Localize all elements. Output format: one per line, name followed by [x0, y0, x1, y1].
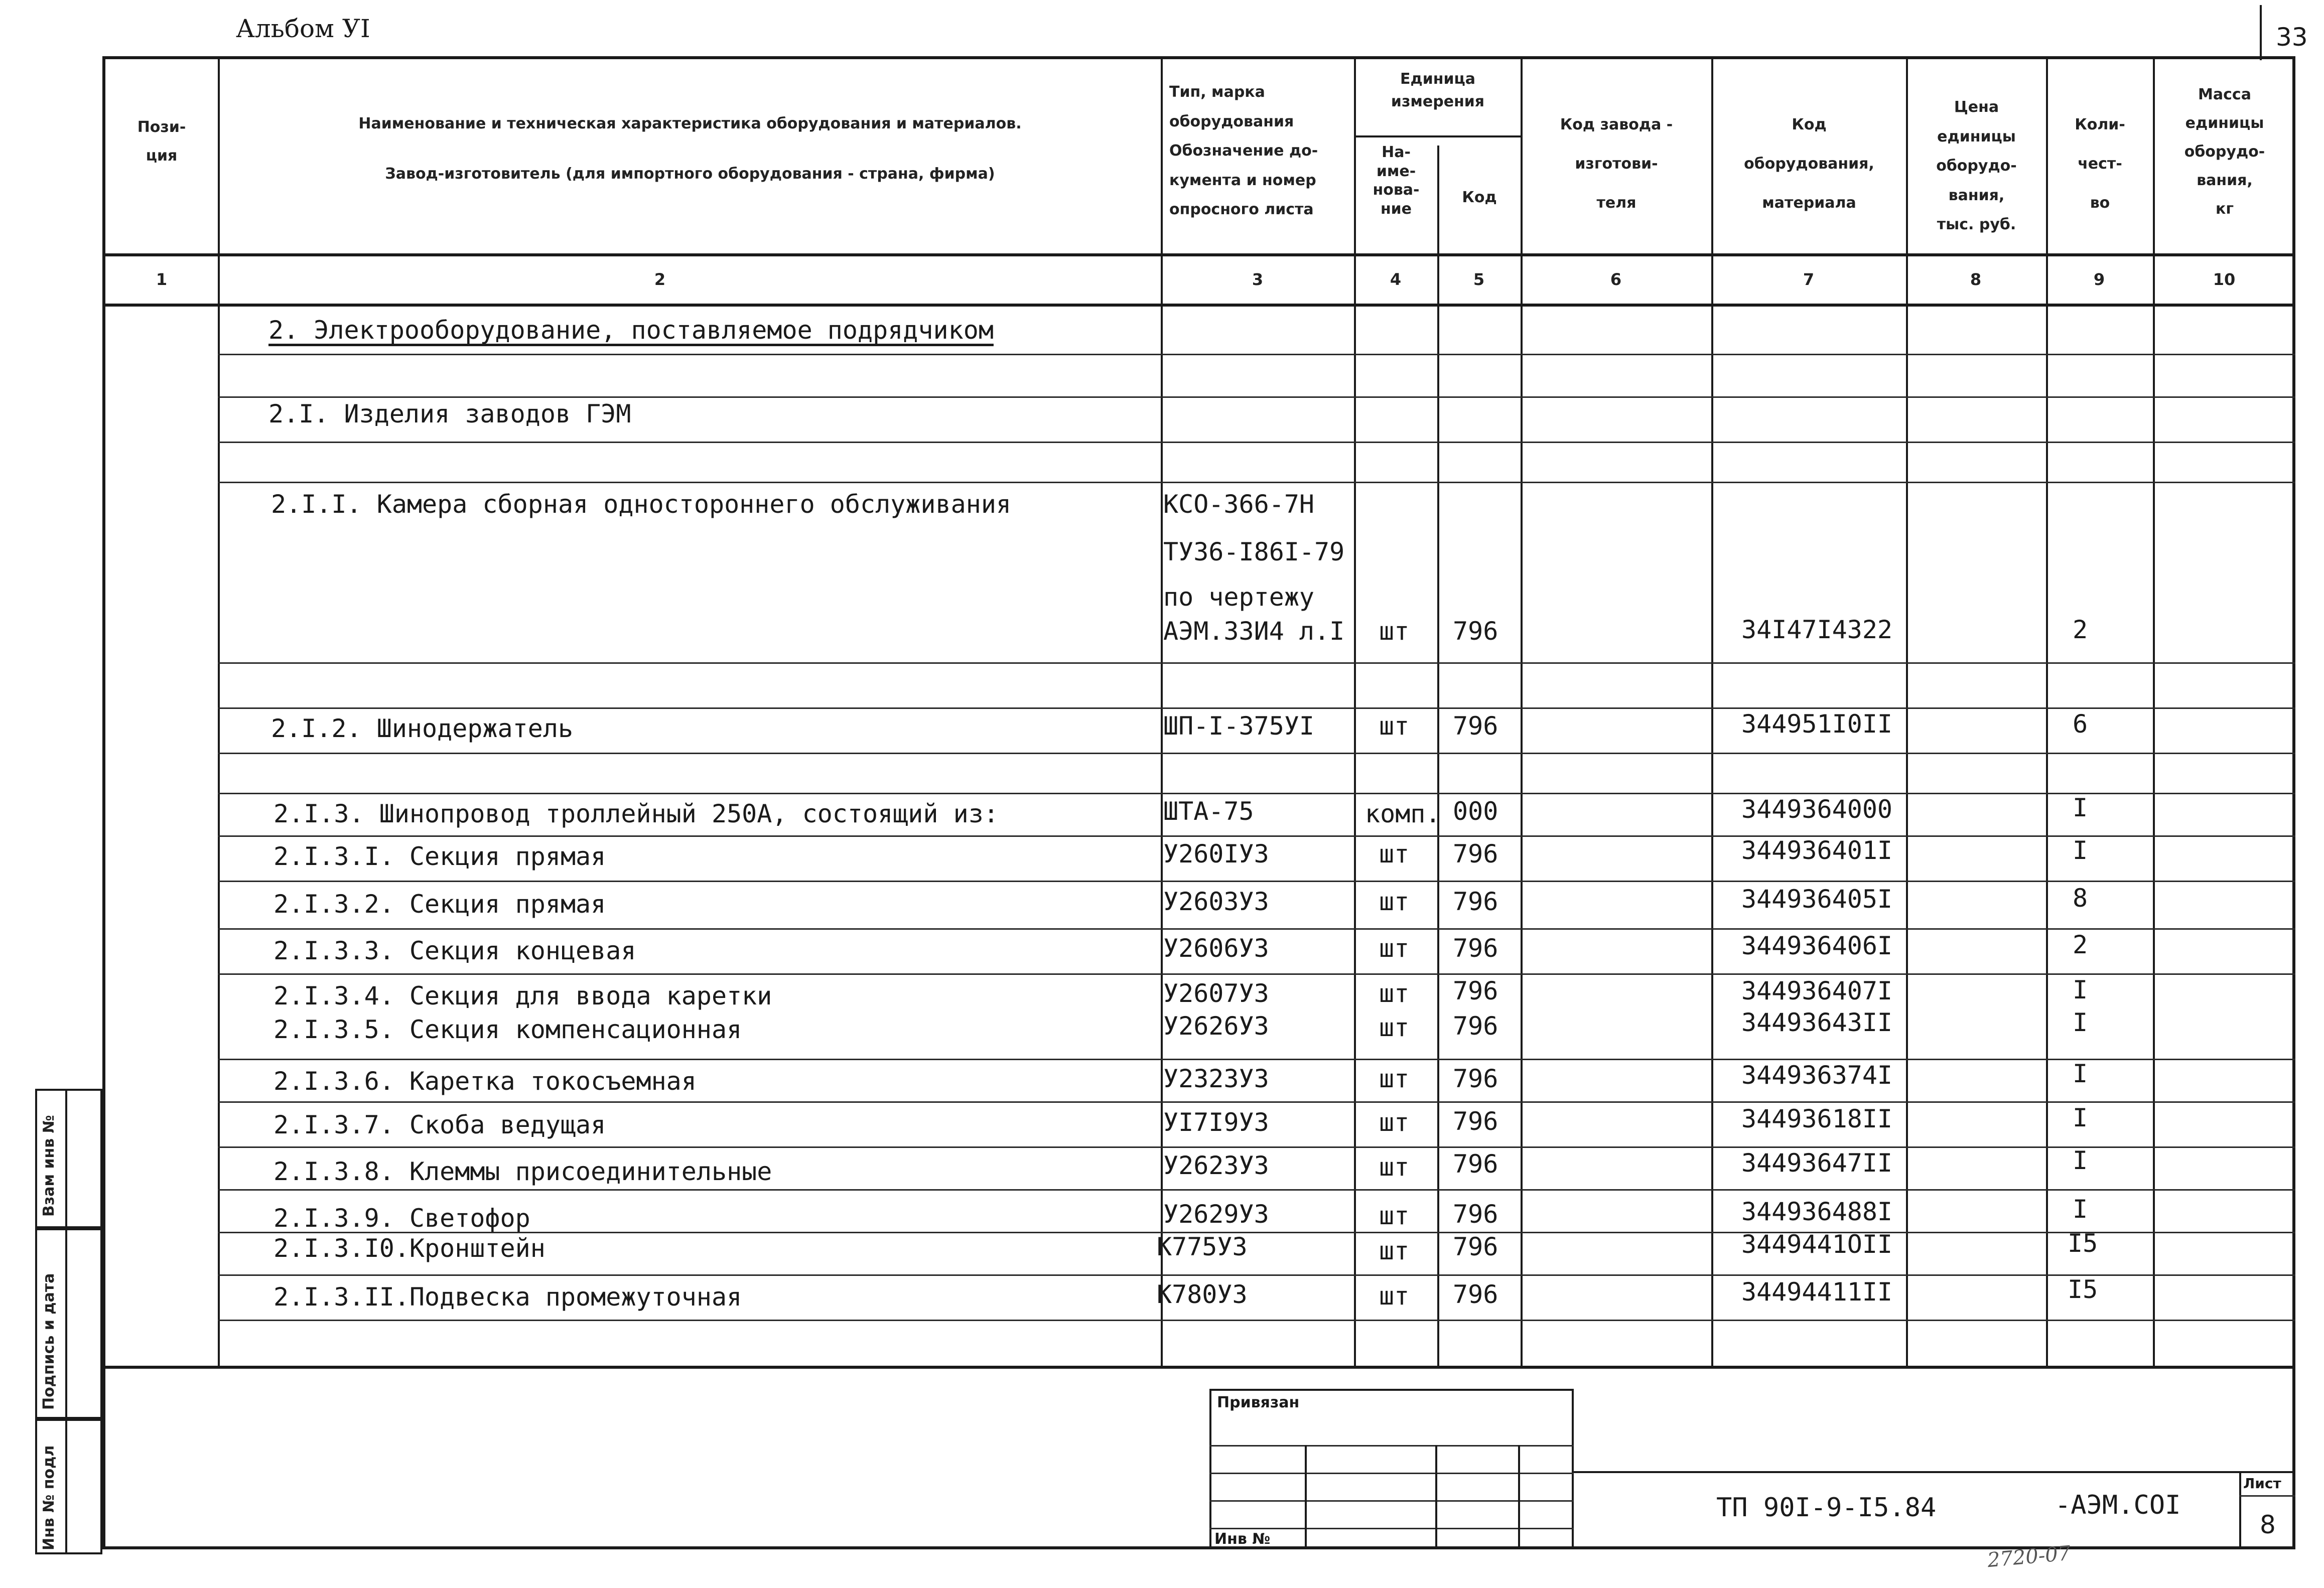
- item-equip-code: 34494411II: [1741, 1277, 1893, 1307]
- item-unit-code: 796: [1453, 839, 1498, 869]
- header-position: Пози- ция: [137, 118, 186, 165]
- item-type: КСО-366-7Н: [1163, 490, 1315, 519]
- item-qty: I: [2073, 1059, 2088, 1088]
- row-line: [218, 354, 2295, 355]
- item-unit: шт: [1379, 839, 1410, 869]
- item-unit: шт: [1379, 617, 1410, 646]
- sheet-label: Лист: [2243, 1475, 2281, 1492]
- item-name: 2.I.3.8. Клеммы присоединительные: [274, 1157, 772, 1186]
- section-heading: [268, 315, 994, 345]
- row-line: [218, 881, 2295, 882]
- unit-subheader-line: [1354, 135, 1522, 137]
- colnum-4: 4: [1390, 270, 1402, 289]
- item-unit-code: 796: [1453, 1012, 1498, 1041]
- item-equip-code: 34493618II: [1741, 1104, 1893, 1133]
- item-qty: I: [2073, 1195, 2088, 1224]
- subsection-heading: 2.I. Изделия заводов ГЭМ: [268, 399, 631, 428]
- colnum-3: 3: [1252, 270, 1264, 289]
- item-type: У2607УЗ: [1163, 979, 1269, 1008]
- item-unit: шт: [1379, 1108, 1410, 1137]
- item-type: К780УЗ: [1157, 1280, 1248, 1309]
- item-type: ТУ36-I86I-79: [1163, 537, 1345, 566]
- item-name: 2.I.3.II.Подвеска промежуточная: [274, 1282, 742, 1312]
- item-type: ШП-I-375УI: [1163, 711, 1315, 741]
- item-unit: шт: [1379, 1152, 1410, 1182]
- item-type: по чертежу: [1163, 583, 1315, 612]
- colnum-8: 8: [1970, 270, 1982, 289]
- row-line: [218, 1101, 2295, 1103]
- item-unit: шт: [1379, 979, 1410, 1008]
- row-line: [218, 793, 2295, 794]
- item-qty: I: [2073, 1146, 2088, 1175]
- title-block-top: [1574, 1471, 2295, 1473]
- item-type: К775УЗ: [1157, 1232, 1248, 1261]
- side-label-vzam: Взам инв №: [40, 1115, 58, 1217]
- item-unit-code: 796: [1453, 1107, 1498, 1136]
- item-name: 2.I.3.I0.Кронштейн: [274, 1234, 545, 1263]
- item-unit: шт: [1379, 1281, 1410, 1311]
- item-unit: шт: [1379, 1236, 1410, 1265]
- item-type: У2603УЗ: [1163, 887, 1269, 916]
- item-unit-code: 796: [1453, 1200, 1498, 1229]
- header-qty: Коли- чест- во: [2075, 116, 2125, 212]
- row-line: [218, 396, 2295, 398]
- item-type: У2606УЗ: [1163, 934, 1269, 963]
- item-type: У2629УЗ: [1163, 1200, 1269, 1229]
- item-qty: I: [2073, 975, 2088, 1004]
- row-line: [218, 973, 2295, 975]
- row-line: [218, 1274, 2295, 1276]
- row-line: [218, 1146, 2295, 1148]
- row-line: [218, 928, 2295, 930]
- header-mass: Масса единицы оборудо- вания, кг: [2184, 86, 2265, 218]
- item-equip-code: 344936401I: [1741, 836, 1893, 865]
- item-equip-code: 344936405I: [1741, 885, 1893, 914]
- item-type: ШТА-75: [1163, 797, 1254, 826]
- item-name: 2.I.3.5. Секция компенсационная: [274, 1015, 742, 1044]
- item-equip-code: 344936407I: [1741, 976, 1893, 1005]
- item-unit: шт: [1379, 887, 1410, 916]
- item-name: 2.I.3.2. Секция прямая: [274, 890, 606, 919]
- row-line: [218, 1189, 2295, 1191]
- item-unit: шт: [1379, 1013, 1410, 1042]
- item-name: 2.I.3.9. Светофор: [274, 1204, 530, 1233]
- item-name: 2.I.2. Шинодержатель: [271, 714, 574, 743]
- item-equip-code: 344936406I: [1741, 931, 1893, 960]
- colnum-10: 10: [2213, 270, 2236, 289]
- row-line: [218, 482, 2295, 483]
- item-qty: 2: [2073, 615, 2088, 644]
- item-unit: шт: [1379, 1201, 1410, 1230]
- item-qty: I5: [2068, 1229, 2098, 1258]
- item-unit: шт: [1379, 711, 1410, 741]
- item-unit-code: 796: [1453, 1280, 1498, 1309]
- item-qty: 2: [2073, 930, 2088, 959]
- side-divider: [65, 1089, 67, 1554]
- row-line: [218, 1320, 2295, 1321]
- item-equip-code: 344951I0II: [1741, 709, 1893, 739]
- item-type: У260IУЗ: [1163, 839, 1269, 869]
- item-type: У2623УЗ: [1163, 1151, 1269, 1180]
- item-unit-code: 796: [1453, 711, 1498, 741]
- row-line: [218, 1059, 2295, 1060]
- item-type: У2626УЗ: [1163, 1012, 1269, 1041]
- row-line: [218, 835, 2295, 837]
- item-equip-code: 344936488I: [1741, 1197, 1893, 1226]
- header-name-line2: Завод-изготовитель (для импортного оборудования - страна, фирма): [385, 165, 995, 183]
- item-unit-code: 796: [1453, 1064, 1498, 1093]
- item-type: АЭМ.33И4 л.I: [1163, 617, 1345, 646]
- page-number-divider: [2260, 5, 2262, 60]
- inv-label: Инв №: [1214, 1530, 1271, 1548]
- doc-suffix: -АЭМ.СОI: [2055, 1490, 2181, 1520]
- page-number: 33: [2276, 23, 2308, 52]
- header-type: Тип, марка оборудования Обозначение до- кумента и номер опросного листа: [1169, 83, 1318, 218]
- item-unit-code: 796: [1453, 617, 1498, 646]
- item-unit: шт: [1379, 1064, 1410, 1093]
- section-title: 2. Электрооборудование, поставляемое подрядчиком: [268, 316, 994, 345]
- item-name: 2.I.3.4. Секция для ввода каретки: [274, 981, 772, 1010]
- handwritten-number: 2720-07: [1986, 1541, 2072, 1572]
- item-qty: I: [2073, 1103, 2088, 1132]
- sheet-number: 8: [2260, 1510, 2276, 1539]
- item-equip-code: 34I47I4322: [1741, 615, 1893, 644]
- item-qty: 8: [2073, 884, 2088, 913]
- item-equip-code: 34493647II: [1741, 1148, 1893, 1178]
- item-equip-code: 3449364000: [1741, 795, 1893, 824]
- header-equip-code: Код оборудования, материала: [1744, 116, 1874, 212]
- item-qty: I: [2073, 836, 2088, 865]
- header-unit-code: Код: [1462, 189, 1497, 206]
- item-qty: 6: [2073, 709, 2088, 739]
- table-bottom-line: [102, 1366, 2295, 1369]
- item-unit-code: 000: [1453, 797, 1498, 826]
- header-name-line1: Наименование и техническая характеристика оборудования и материалов.: [358, 115, 1022, 132]
- row-line: [218, 442, 2295, 443]
- item-unit: шт: [1379, 934, 1410, 963]
- item-unit-code: 796: [1453, 1232, 1498, 1261]
- item-type: У2323УЗ: [1163, 1064, 1269, 1093]
- header-bottom-line: [102, 253, 2295, 256]
- sheet-box-mid: [2239, 1495, 2295, 1497]
- item-name: 2.I.3.I. Секция прямая: [274, 842, 606, 871]
- item-unit-code: 796: [1453, 1149, 1498, 1179]
- item-unit-code: 796: [1453, 934, 1498, 963]
- item-equip-code: 3449441OII: [1741, 1230, 1893, 1259]
- item-name: 2.I.3. Шинопровод троллейный 250А, состоящий из:: [274, 799, 999, 828]
- colnum-5: 5: [1473, 270, 1485, 289]
- numbers-bottom-line: [102, 304, 2295, 307]
- item-equip-code: 344936374I: [1741, 1061, 1893, 1090]
- item-qty: I5: [2068, 1275, 2098, 1304]
- item-equip-code: 34493643II: [1741, 1008, 1893, 1037]
- stamp-col: [1435, 1445, 1437, 1549]
- row-line: [218, 753, 2295, 754]
- item-unit: комп.: [1365, 799, 1441, 828]
- colnum-9: 9: [2093, 270, 2105, 289]
- header-unit: Единица измерения: [1391, 70, 1485, 110]
- stamp-col: [1305, 1445, 1307, 1549]
- row-line: [218, 707, 2295, 709]
- header-factory-code: Код завода - изготови- теля: [1560, 116, 1673, 212]
- side-label-podpis: Подпись и дата: [40, 1273, 58, 1410]
- colnum-6: 6: [1610, 270, 1622, 289]
- album-title: Альбом УI: [236, 14, 370, 43]
- row-line: [218, 662, 2295, 664]
- colnum-1: 1: [156, 270, 168, 289]
- item-qty: I: [2073, 793, 2088, 822]
- item-name: 2.I.3.3. Секция концевая: [274, 936, 636, 965]
- item-name: 2.I.I. Камера сборная одностороннего обслуживания: [271, 490, 1012, 519]
- side-label-inv: Инв № подл: [40, 1445, 58, 1550]
- item-type: УI7I9УЗ: [1163, 1108, 1269, 1137]
- doc-code: ТП 90I-9-I5.84: [1716, 1493, 1937, 1523]
- colnum-7: 7: [1803, 270, 1815, 289]
- header-unit-name: На- име- нова- ние: [1373, 143, 1420, 218]
- bound-label: Привязан: [1217, 1394, 1300, 1411]
- stamp-col: [1518, 1445, 1520, 1549]
- colnum-2: 2: [654, 270, 666, 289]
- item-qty: I: [2073, 1008, 2088, 1037]
- sheet-box-left: [2239, 1471, 2241, 1549]
- item-name: 2.I.3.6. Каретка токосъемная: [274, 1067, 697, 1096]
- item-name: 2.I.3.7. Скоба ведущая: [274, 1110, 606, 1139]
- item-unit-code: 796: [1453, 887, 1498, 916]
- header-price: Цена единицы оборудо- вания, тыс. руб.: [1936, 98, 2017, 233]
- item-unit-code: 796: [1453, 976, 1498, 1005]
- col-line-4: [1437, 146, 1439, 1368]
